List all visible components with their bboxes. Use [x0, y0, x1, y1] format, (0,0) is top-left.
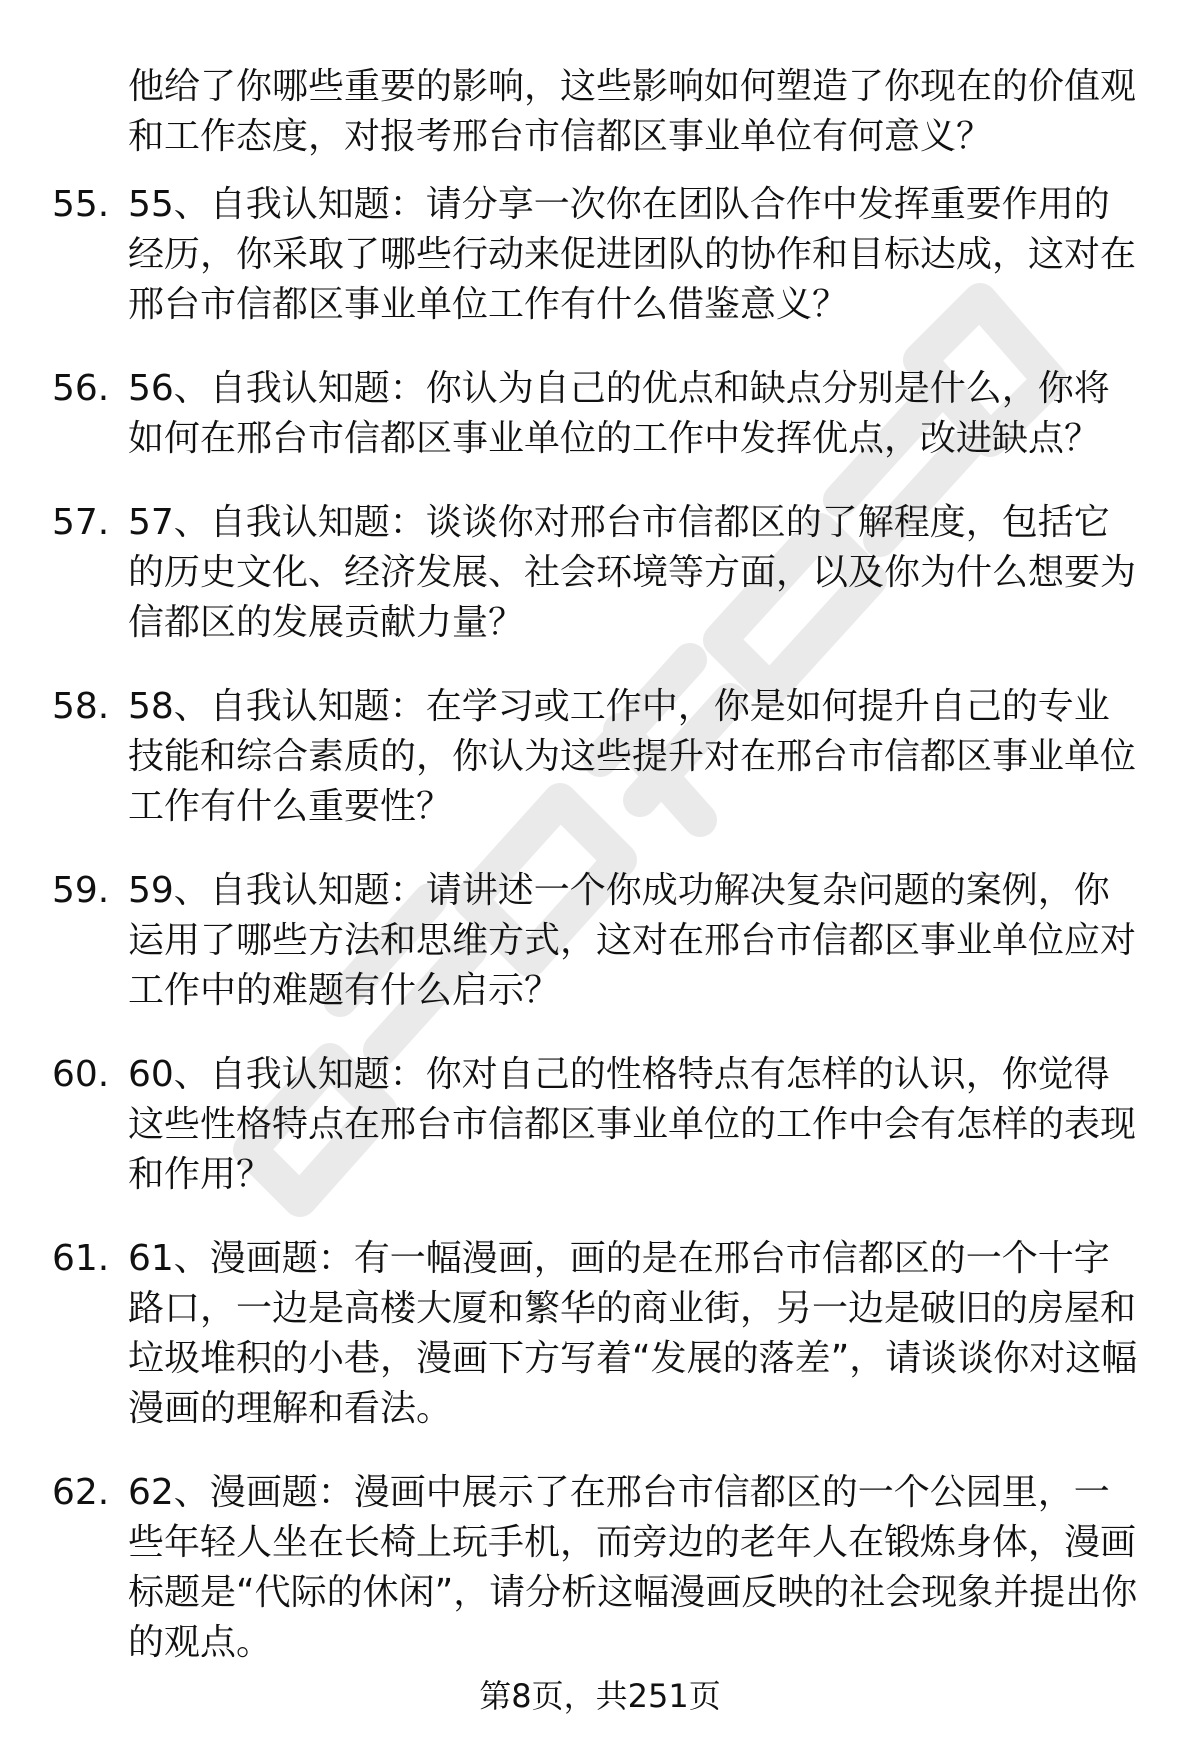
list-item: [0, 1050, 1200, 1200]
question-text: 57、自我认知题：谈谈你对邢台市信都区的了解程度，包括它的历史文化、经济发展、社会环境等方面，以及你为什么想要为信都区的发展贡献力量？: [128, 502, 1137, 643]
question-number: 62.: [52, 1472, 110, 1513]
question-text: 58、自我认知题：在学习或工作中，你是如何提升自己的专业技能和综合素质的，你认为这些提升对在邢台市信都区事业单位工作有什么重要性？: [128, 686, 1137, 827]
question-number: 60.: [52, 1054, 110, 1095]
question-text: 59、自我认知题：请讲述一个你成功解决复杂问题的案例，你运用了哪些方法和思维方式，这对在邢台市信都区事业单位应对工作中的难题有什么启示？: [128, 870, 1137, 1011]
lead-paragraph: 他给了你哪些重要的影响，这些影响如何塑造了你现在的价值观和工作态度，对报考邢台市信都区事业单位有何意义？: [128, 66, 1137, 157]
question-list: [0, 180, 1200, 1702]
question-text: 55、自我认知题：请分享一次你在团队合作中发挥重要作用的经历，你采取了哪些行动来促进团队的协作和目标达成，这对在邢台市信都区事业单位工作有什么借鉴意义？: [128, 184, 1137, 325]
page-number: 第8页，共251页: [479, 1677, 721, 1715]
question-text: 56、自我认知题：你认为自己的优点和缺点分别是什么，你将如何在邢台市信都区事业单位的工作中发挥优点，改进缺点？: [128, 368, 1110, 459]
list-item: [0, 180, 1200, 330]
question-number: 58.: [52, 686, 110, 727]
question-text: 61、漫画题：有一幅漫画，画的是在邢台市信都区的一个十字路口，一边是高楼大厦和繁华的商业街，另一边是破旧的房屋和垃圾堆积的小巷，漫画下方写着“发展的落差”，请谈谈你对这幅漫画的理解和看法。: [128, 1238, 1138, 1429]
question-number: 61.: [52, 1238, 110, 1279]
list-item: [0, 1234, 1200, 1434]
question-number: 56.: [52, 368, 110, 409]
question-number: 59.: [52, 870, 110, 911]
question-number: 57.: [52, 502, 110, 543]
list-item: [0, 1468, 1200, 1668]
list-item: [0, 682, 1200, 832]
list-item: [0, 498, 1200, 648]
question-text: 60、自我认知题：你对自己的性格特点有怎样的认识，你觉得这些性格特点在邢台市信都区事业单位的工作中会有怎样的表现和作用？: [128, 1054, 1137, 1195]
list-item: [0, 364, 1200, 464]
question-number: 55.: [52, 184, 110, 225]
list-item: [0, 866, 1200, 1016]
question-text: 62、漫画题：漫画中展示了在邢台市信都区的一个公园里，一些年轻人坐在长椅上玩手机，而旁边的老年人在锻炼身体，漫画标题是“代际的休闲”，请分析这幅漫画反映的社会现象并提出你的观点。: [128, 1472, 1138, 1663]
